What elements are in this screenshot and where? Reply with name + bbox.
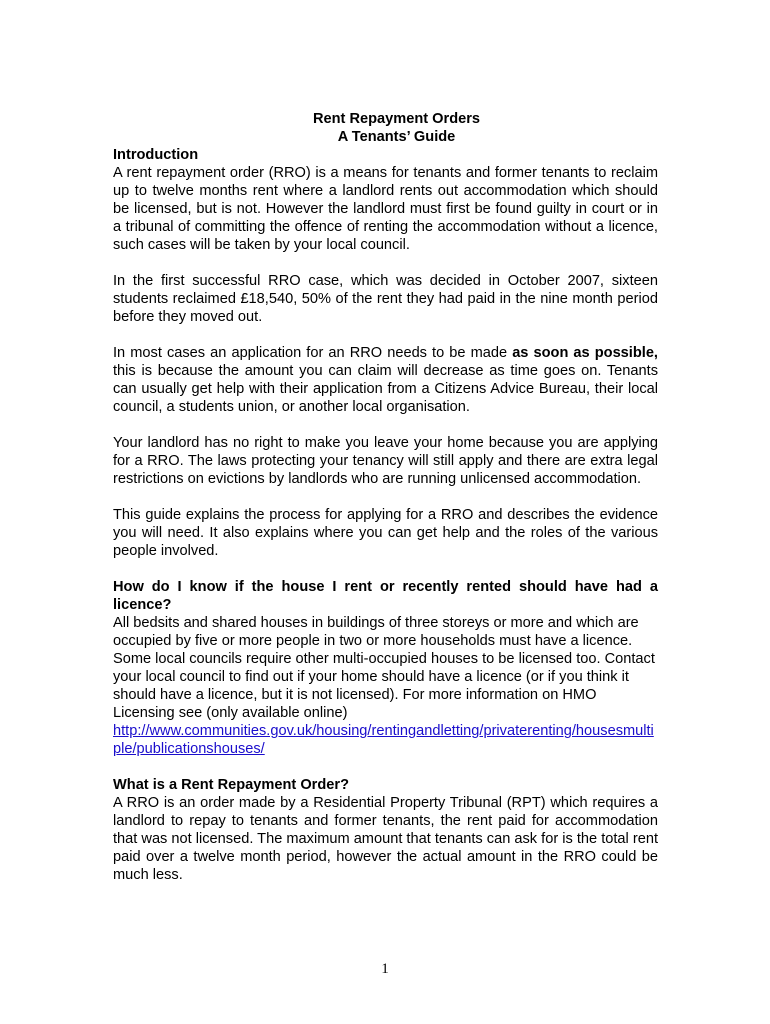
spacer: [113, 560, 658, 578]
intro-paragraph-1: A rent repayment order (RRO) is a means for tenants and former tenants to reclaim up to twelve months rent where a landlord rents out accommodation which should be licensed, but is not. However the landlord must first be found guilty in court or in a tribunal of committing the offence of renting the accommodation without a licence, such cases will be taken by your local council.: [113, 165, 658, 253]
intro-paragraph-2: In the first successful RRO case, which was decided in October 2007, sixteen students reclaimed £18,540, 50% of the rent they had paid in the nine month period before they moved out.: [113, 273, 658, 325]
title-block: [113, 110, 658, 146]
intro-p3-after: this is because the amount you can claim will decrease as time goes on. Tenants can usually get help with their application from a Citizens Advice Bureau, their local council, a students union, or another local organisation.: [113, 363, 658, 415]
intro-paragraph-3: [113, 344, 658, 416]
spacer: [113, 254, 658, 272]
page-number: 1: [381, 961, 389, 977]
spacer: [113, 758, 658, 776]
intro-paragraph-5: This guide explains the process for applying for a RRO and describes the evidence you will need. It also explains where you can get help and the roles of the various people involved.: [113, 507, 658, 559]
spacer: [113, 488, 658, 506]
intro-p3-before: In most cases an application for an RRO needs to be made: [113, 345, 513, 361]
spacer: [113, 326, 658, 344]
rro-heading: What is a Rent Repayment Order?: [113, 777, 349, 793]
licence-paragraph: All bedsits and shared houses in buildings of three storeys or more and which are occupied by five or more people in two or more households must have a licence. Some local councils require other multi-occupied houses to be licensed too. Contact your local council to find out if your home should have a licence (or if you think it should have a licence, but it is not licensed). For more information on HMO Licensing see (only available online): [113, 615, 655, 721]
document-page: [113, 110, 658, 884]
rro-paragraph: A RRO is an order made by a Residential Property Tribunal (RPT) which requires a landlord to repay to tenants and former tenants, the rent paid for accommodation that was not licensed. The maximum amount that tenants can ask for is the total rent paid over a twelve month period, however the actual amount in the RRO could be much less.: [113, 795, 658, 883]
spacer: [113, 416, 658, 434]
intro-heading: Introduction: [113, 147, 199, 163]
intro-paragraph-4: Your landlord has no right to make you leave your home because you are applying for a RRO. The laws protecting your tenancy will still apply and there are extra legal restrictions on evictions by landlords who are running unlicensed accommodation.: [113, 435, 658, 487]
hmo-licensing-link[interactable]: http://www.communities.gov.uk/housing/rentingandletting/privaterenting/housesmultiple/publicationshouses/: [113, 723, 654, 757]
document-subtitle: A Tenants’ Guide: [337, 129, 456, 145]
intro-p3-emphasis: as soon as possible,: [512, 345, 658, 361]
document-title: Rent Repayment Orders: [312, 111, 481, 127]
licence-heading: How do I know if the house I rent or recently rented should have had a licence?: [113, 579, 658, 613]
